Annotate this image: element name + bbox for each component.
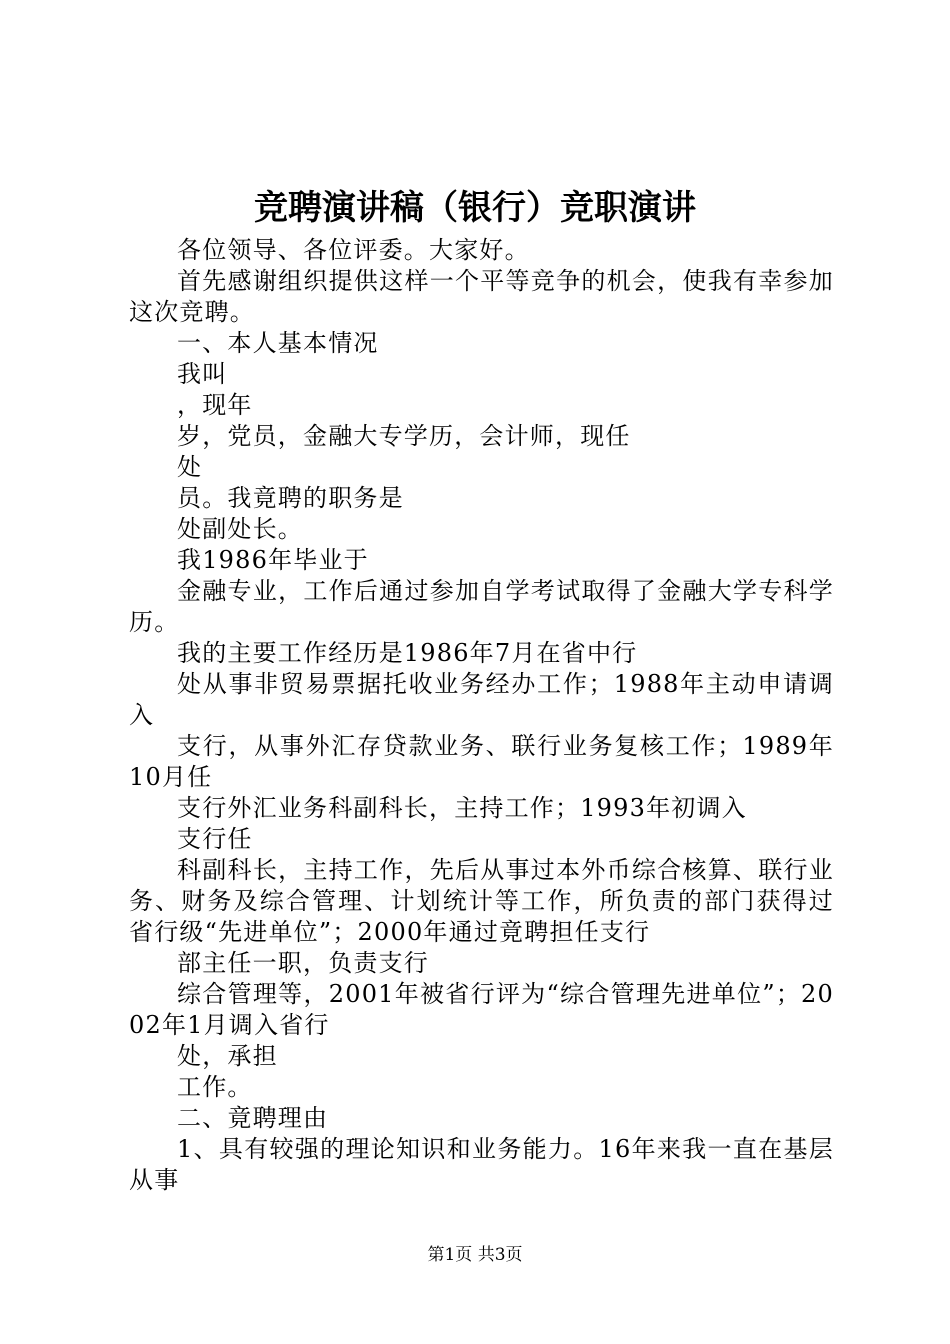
paragraph: 我叫 bbox=[177, 360, 228, 388]
paragraph: 处副处长。 bbox=[177, 515, 303, 543]
paragraph: 处，承担 bbox=[177, 1042, 278, 1070]
paragraph: 科副科长，主持工作，先后从事过本外币综合核算、联行业务、财务及综合管理、计划统计等工作，所负责的部门获得过省行级“先进单位”；2000年通过竟聘担任支行 bbox=[129, 856, 834, 946]
page-footer: 第1页 共3页 bbox=[427, 1245, 523, 1265]
paragraph: 金融专业，工作后通过参加自学考试取得了金融大学专科学历。 bbox=[129, 577, 834, 636]
paragraph: 岁，党员，金融大专学历，会计师，现任 bbox=[177, 422, 631, 450]
paragraph: 工作。 bbox=[177, 1073, 253, 1101]
paragraph: 处 bbox=[177, 453, 203, 481]
section-heading-reasons: 二、竟聘理由 bbox=[177, 1104, 329, 1132]
document-title: 竞聘演讲稿（银行）竞职演讲 bbox=[254, 188, 696, 228]
paragraph: 1、具有较强的理论知识和业务能力。16年来我一直在基层从事 bbox=[129, 1135, 834, 1194]
paragraph: 支行，从事外汇存贷款业务、联行业务复核工作；1989年10月任 bbox=[129, 732, 834, 791]
paragraph: 各位领导、各位评委。大家好。 bbox=[177, 236, 530, 264]
paragraph: 支行外汇业务科副科长，主持工作；1993年初调入 bbox=[177, 794, 747, 822]
paragraph: 员。我竟聘的职务是 bbox=[177, 484, 404, 512]
document-body bbox=[129, 235, 834, 1196]
paragraph: 我的主要工作经历是1986年7月在省中行 bbox=[177, 639, 638, 667]
paragraph: 首先感谢组织提供这样一个平等竞争的机会，使我有幸参加这次竞聘。 bbox=[129, 267, 834, 326]
paragraph: 我1986年毕业于 bbox=[177, 546, 369, 574]
paragraph: 部主任一职，负责支行 bbox=[177, 949, 429, 977]
paragraph: ，现年 bbox=[177, 391, 253, 419]
paragraph: 处从事非贸易票据托收业务经办工作；1988年主动申请调入 bbox=[129, 670, 834, 729]
paragraph: 综合管理等，2001年被省行评为“综合管理先进单位”；2002年1月调入省行 bbox=[129, 980, 834, 1039]
section-heading-basic-info: 一、本人基本情况 bbox=[177, 329, 379, 357]
paragraph: 支行任 bbox=[177, 825, 253, 853]
